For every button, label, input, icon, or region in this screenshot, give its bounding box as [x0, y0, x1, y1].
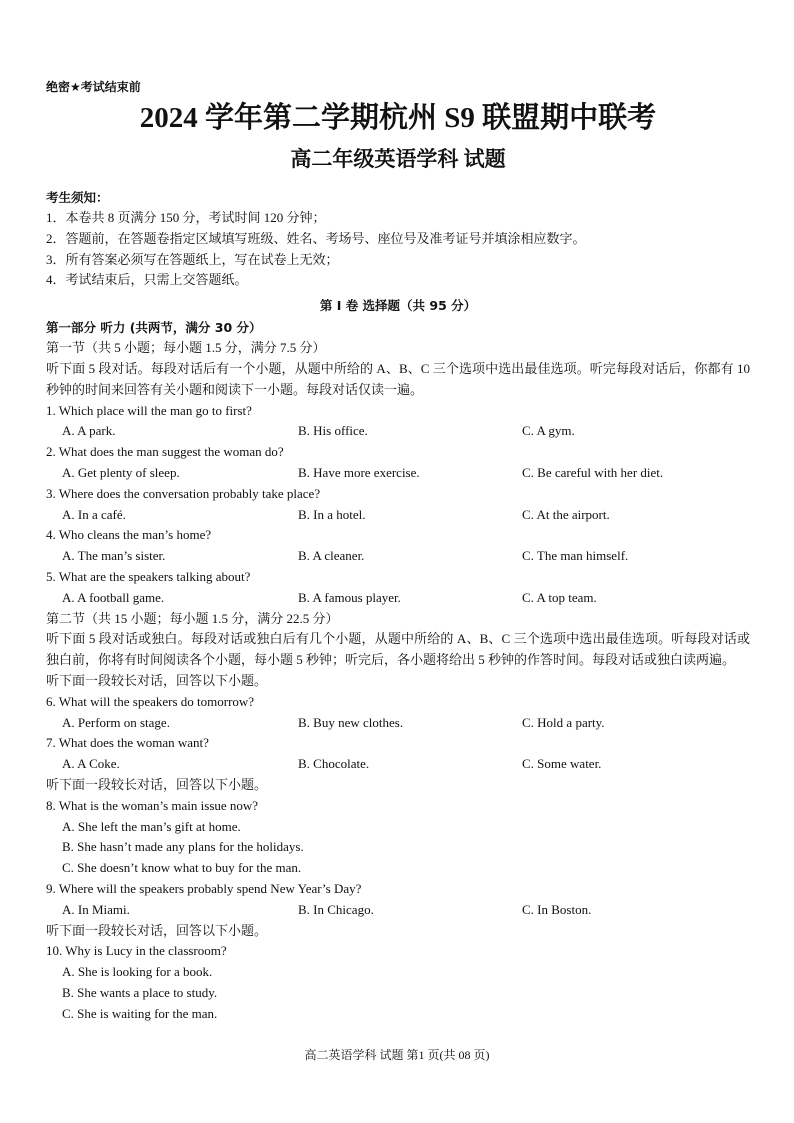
option-b: B. A famous player.: [298, 589, 401, 605]
question-2-options: [46, 463, 750, 484]
option-c: C. The man himself.: [522, 548, 629, 564]
option-a: A. In a café.: [62, 506, 126, 522]
option-b: B. His office.: [298, 423, 368, 439]
question-7-options: [46, 754, 750, 775]
question-3-options: [46, 505, 750, 526]
long-dialog-note-1: 听下面一段较长对话，回答以下小题。: [46, 672, 268, 688]
option-c: C. Hold a party.: [522, 714, 605, 730]
option-a: A. Perform on stage.: [62, 714, 170, 730]
question-3: 3. Where does the conversation probably take place?: [46, 485, 321, 501]
notice-item-4: 4．考试结束后，只需上交答题纸。: [46, 272, 248, 288]
question-1: 1. Which place will the man go to first?: [46, 402, 252, 418]
option-b: B. Chocolate.: [298, 756, 370, 772]
option-c: C. A top team.: [522, 589, 597, 605]
option-b: B. Buy new clothes.: [298, 714, 404, 730]
question-6: 6. What will the speakers do tomorrow?: [46, 693, 255, 709]
option-b: B. A cleaner.: [298, 548, 365, 564]
option-a: A. A football game.: [62, 589, 165, 605]
question-10-option-c: C. She is waiting for the man.: [62, 1005, 218, 1021]
exam-page: [46, 78, 750, 1024]
question-6-options: [46, 713, 750, 734]
option-a: A. Get plenty of sleep.: [62, 464, 180, 480]
question-10-option-b: B. She wants a place to study.: [62, 984, 218, 1000]
notice-item-3: 3．所有答案必须写在答题纸上，写在试卷上无效；: [46, 251, 339, 267]
section1-title: 第一节（共 5 小题；每小题 1.5 分，满分 7.5 分）: [46, 340, 326, 356]
section1-instructions: 听下面 5 段对话。每段对话后有一个小题，从题中所给的 A、B、C 三个选项中选出最佳选项。听完每段对话后，你都有 10 秒钟的时间来回答有关小题和阅读下一小题。每段对话仅读一遍。: [46, 360, 750, 397]
question-8-option-c: C. She doesn’t know what to buy for the man.: [62, 860, 302, 876]
volume-title: 第 I 卷 选择题（共 95 分）: [319, 298, 477, 314]
option-c: C. Be careful with her diet.: [522, 464, 664, 480]
part1-title: 第一部分 听力 (共两节，满分 30 分）: [46, 320, 262, 336]
notice-item-1: 1．本卷共 8 页满分 150 分，考试时间 120 分钟；: [46, 210, 326, 225]
section2-title: 第二节（共 15 小题；每小题 1.5 分，满分 22.5 分）: [46, 610, 339, 626]
exam-title: 2024 学年第二学期杭州 S9 联盟期中联考: [139, 102, 657, 134]
question-4-options: [46, 546, 750, 567]
question-2: 2. What does the man suggest the woman do?: [46, 444, 284, 460]
notice-heading: 考生须知：: [46, 190, 109, 205]
question-9: 9. Where will the speakers probably spend New Year’s Day?: [46, 880, 362, 896]
question-9-options: [46, 900, 750, 921]
question-8: 8. What is the woman’s main issue now?: [46, 797, 259, 813]
notice-item-2: 2．答题前，在答题卷指定区域填写班级、姓名、考场号、座位号及准考证号并填涂相应数字。: [46, 230, 586, 246]
option-c: C. A gym.: [522, 423, 575, 439]
option-a: A. In Miami.: [62, 901, 130, 917]
page-footer: 高二英语学科 试题 第1 页(共 08 页): [304, 1048, 490, 1062]
question-8-option-a: A. She left the man’s gift at home.: [62, 818, 241, 834]
long-dialog-note-2: 听下面一段较长对话，回答以下小题。: [46, 776, 268, 792]
long-dialog-note-3: 听下面一段较长对话，回答以下小题。: [46, 922, 268, 938]
section2-instructions: 听下面 5 段对话或独白。每段对话或独白后有几个小题，从题中所给的 A、B、C 三个选项中选出最佳选项。听每段对话或独白前，你将有时间阅读各个小题，每小题 5 秒钟；听完后，各小题将给出 5 秒钟的作答时间。每段对话或独白读两遍。: [46, 631, 750, 668]
secret-label: 绝密★考试结束前: [46, 80, 141, 94]
question-8-option-b: B. She hasn’t made any plans for the holidays.: [62, 839, 304, 855]
question-10-option-a: A. She is looking for a book.: [62, 964, 213, 980]
question-1-options: [46, 421, 750, 442]
option-a: A. A park.: [62, 423, 116, 439]
question-10: 10. Why is Lucy in the classroom?: [46, 943, 227, 959]
option-c: C. Some water.: [522, 756, 602, 772]
option-b: B. Have more exercise.: [298, 464, 420, 480]
exam-subtitle: 高二年级英语学科 试题: [290, 147, 506, 171]
question-5-options: [46, 588, 750, 609]
question-4: 4. Who cleans the man’s home?: [46, 527, 212, 543]
option-a: A. A Coke.: [62, 756, 120, 772]
question-7: 7. What does the woman want?: [46, 735, 209, 751]
option-b: B. In Chicago.: [298, 901, 374, 917]
question-5: 5. What are the speakers talking about?: [46, 568, 251, 584]
option-c: C. In Boston.: [522, 901, 592, 917]
option-b: B. In a hotel.: [298, 506, 366, 522]
option-a: A. The man’s sister.: [62, 548, 166, 564]
option-c: C. At the airport.: [522, 506, 610, 522]
